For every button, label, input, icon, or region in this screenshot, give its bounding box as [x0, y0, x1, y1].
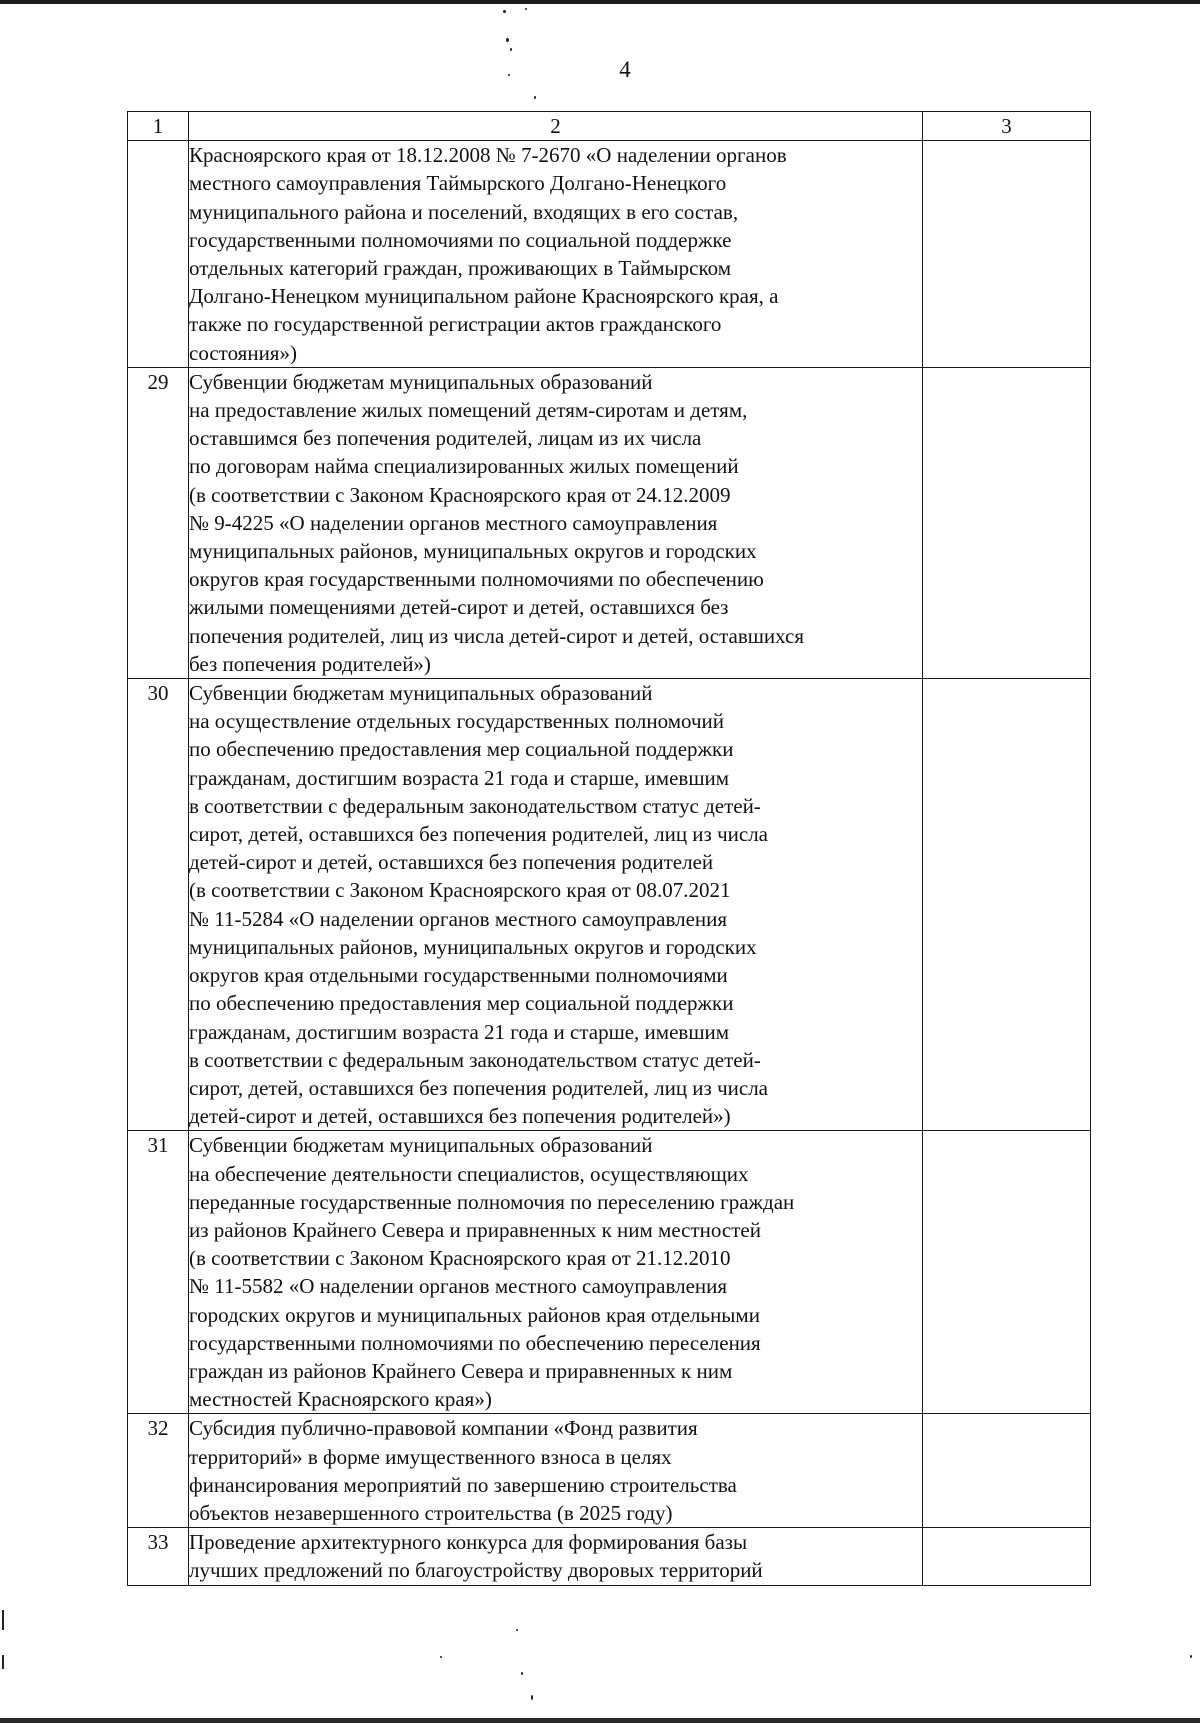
row-column-3: [923, 1528, 1091, 1585]
text-line: лучших предложений по благоустройству дворовых территорий: [189, 1558, 763, 1583]
scan-speck: [521, 1672, 523, 1675]
text-line: по обеспечению предоставления мер социальной поддержки: [189, 991, 734, 1016]
row-number: [128, 141, 189, 368]
text-line: детей-сирот и детей, оставшихся без попечения родителей»): [189, 1104, 731, 1129]
text-line: Красноярского края от 18.12.2008 № 7-2670 «О наделении органов: [189, 143, 787, 168]
scan-speck: [508, 74, 510, 76]
page-number: 4: [619, 57, 631, 82]
scan-speck: [1190, 1655, 1192, 1658]
row-column-3: [923, 367, 1091, 678]
scan-speck: [525, 8, 527, 10]
text-line: (в соответствии с Законом Красноярского края от 08.07.2021: [189, 878, 731, 903]
row-column-3: [923, 679, 1091, 1131]
text-line: муниципальных районов, муниципальных округов и городских: [189, 934, 757, 959]
text-line: попечения родителей, лиц из числа детей-сирот и детей, оставшихся: [189, 623, 805, 648]
text-line: Субсидия публично-правовой компании «Фонд развития: [189, 1416, 698, 1441]
row-number: 32: [128, 1414, 189, 1528]
scan-speck: [2, 1655, 4, 1669]
text-line: округов края отдельными государственными полномочиями: [189, 963, 728, 988]
text-line: (в соответствии с Законом Красноярского края от 21.12.2010: [189, 1246, 731, 1271]
row-number: 31: [128, 1131, 189, 1414]
row-column-3: [923, 1131, 1091, 1414]
text-line: в соответствии с федеральным законодательством статус детей-: [189, 793, 761, 818]
text-line: по договорам найма специализированных жилых помещений: [189, 454, 739, 479]
text-line: финансирования мероприятий по завершению строительства: [189, 1472, 737, 1497]
text-line: без попечения родителей»): [189, 651, 431, 676]
text-line: оставшимся без попечения родителей, лицам из их числа: [189, 426, 702, 451]
text-line: в соответствии с федеральным законодательством статус детей-: [189, 1047, 761, 1072]
text-line: местностей Красноярского края»): [189, 1387, 492, 1412]
row-number: 29: [128, 367, 189, 678]
text-line: местного самоуправления Таймырского Долгано-Ненецкого: [189, 171, 727, 196]
document-table: [127, 111, 1091, 1586]
text-line: на предоставление жилых помещений детям-сиротам и детям,: [189, 398, 748, 423]
row-description: [189, 141, 923, 368]
text-line: государственными полномочиями по обеспечению переселения: [189, 1330, 761, 1355]
text-line: на обеспечение деятельности специалистов, осуществляющих: [189, 1161, 749, 1186]
text-line: Долгано-Ненецком муниципальном районе Красноярского края, а: [189, 284, 779, 309]
text-line: Субвенции бюджетам муниципальных образований: [189, 1133, 653, 1158]
column-header-2: 2: [189, 112, 923, 141]
text-line: округов края государственными полномочиями по обеспечению: [189, 567, 764, 592]
text-line: жилыми помещениями детей-сирот и детей, оставшихся без: [189, 595, 729, 620]
text-line: № 9-4225 «О наделении органов местного самоуправления: [189, 510, 718, 535]
text-line: Проведение архитектурного конкурса для формирования базы: [189, 1530, 748, 1555]
text-line: муниципальных районов, муниципальных округов и городских: [189, 539, 757, 564]
text-line: (в соответствии с Законом Красноярского края от 24.12.2009: [189, 482, 731, 507]
scan-edge-bottom: [0, 1718, 1200, 1723]
scan-speck: [503, 10, 506, 13]
text-line: городских округов и муниципальных районов края отдельными: [189, 1302, 760, 1327]
row-description: [189, 367, 923, 678]
text-line: объектов незавершенного строительства (в 2025 году): [189, 1500, 673, 1525]
text-line: граждан из районов Крайнего Севера и приравненных к ним: [189, 1358, 733, 1383]
text-line: территорий» в форме имущественного взноса в целях: [189, 1444, 672, 1469]
text-line: переданные государственные полномочия по переселению граждан: [189, 1189, 795, 1214]
text-line: гражданам, достигшим возраста 21 года и старше, имевшим: [189, 1019, 730, 1044]
row-number: 33: [128, 1528, 189, 1585]
scan-speck: [506, 38, 509, 42]
scan-edge-top: [0, 0, 1200, 4]
text-line: из районов Крайнего Севера и приравненных к ним местностей: [189, 1217, 761, 1242]
row-column-3: [923, 141, 1091, 368]
table-row: [128, 1414, 1091, 1528]
scan-speck: [534, 96, 536, 99]
text-line: № 11-5284 «О наделении органов местного самоуправления: [189, 906, 728, 931]
row-number: 30: [128, 679, 189, 1131]
text-line: № 11-5582 «О наделении органов местного самоуправления: [189, 1274, 728, 1299]
table-row: [128, 367, 1091, 678]
scan-speck: [440, 1656, 442, 1658]
table-row: [128, 1528, 1091, 1585]
text-line: Субвенции бюджетам муниципальных образований: [189, 681, 653, 706]
table-row: [128, 141, 1091, 368]
row-column-3: [923, 1414, 1091, 1528]
scan-speck: [510, 48, 512, 51]
table-header-row: [128, 112, 1091, 141]
text-line: Субвенции бюджетам муниципальных образований: [189, 369, 653, 394]
text-line: по обеспечению предоставления мер социальной поддержки: [189, 737, 734, 762]
text-line: детей-сирот и детей, оставшихся без попечения родителей: [189, 850, 714, 875]
column-header-1: 1: [128, 112, 189, 141]
column-header-3: 3: [923, 112, 1091, 141]
scan-speck: [531, 1695, 533, 1700]
scan-speck: [516, 1629, 518, 1631]
text-line: муниципального района и поселений, входящих в его состав,: [189, 199, 739, 224]
text-line: отдельных категорий граждан, проживающих в Таймырском: [189, 256, 731, 281]
text-line: сирот, детей, оставшихся без попечения родителей, лиц из числа: [189, 1075, 769, 1100]
text-line: на осуществление отдельных государственных полномочий: [189, 709, 725, 734]
text-line: гражданам, достигшим возраста 21 года и старше, имевшим: [189, 765, 730, 790]
row-description: [189, 679, 923, 1131]
text-line: сирот, детей, оставшихся без попечения родителей, лиц из числа: [189, 822, 769, 847]
row-description: [189, 1131, 923, 1414]
table-row: [128, 679, 1091, 1131]
row-description: [189, 1528, 923, 1585]
table-row: [128, 1131, 1091, 1414]
text-line: также по государственной регистрации актов гражданского: [189, 312, 722, 337]
scan-speck: [2, 1610, 4, 1630]
text-line: состояния»): [189, 340, 297, 365]
row-description: [189, 1414, 923, 1528]
text-line: государственными полномочиями по социальной поддержке: [189, 227, 732, 252]
